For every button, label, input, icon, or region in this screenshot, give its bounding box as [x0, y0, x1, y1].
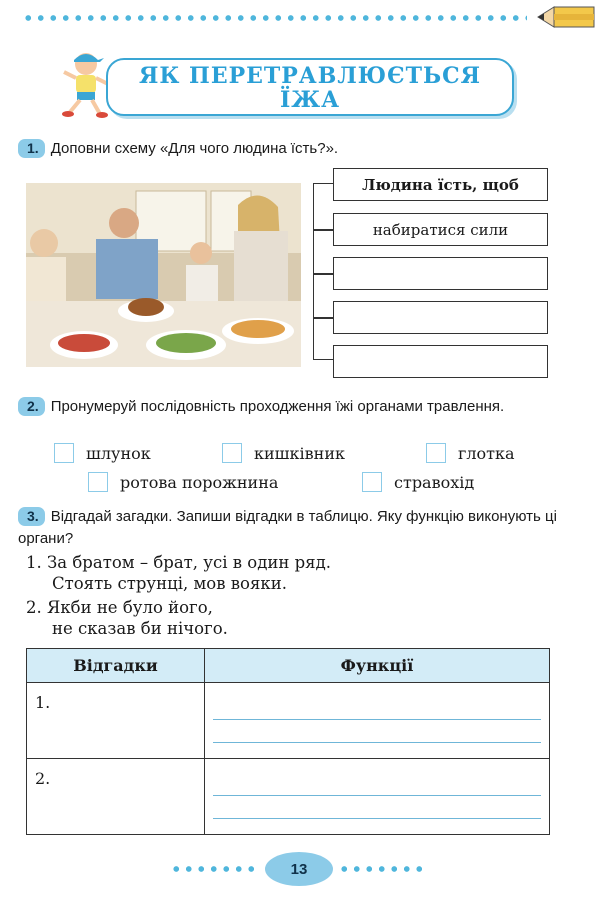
- bottom-dots-decoration: [338, 865, 428, 873]
- option-label: глотка: [458, 443, 515, 463]
- scheme-answer-box[interactable]: [333, 345, 548, 378]
- bottom-dots-decoration: [170, 865, 260, 873]
- option-stomach[interactable]: [54, 443, 151, 463]
- option-pharynx[interactable]: [426, 443, 515, 463]
- checkbox[interactable]: [54, 443, 74, 463]
- table-row: [27, 683, 550, 759]
- column-header-answers: Відгадки: [27, 649, 205, 683]
- page-number: 13: [265, 852, 333, 886]
- table-row: [27, 759, 550, 835]
- scheme-connector: [313, 229, 333, 231]
- scheme-head-box: Людина їсть, щоб: [333, 168, 548, 201]
- function-cell[interactable]: [205, 759, 550, 835]
- scheme-answer-box[interactable]: [333, 257, 548, 290]
- option-intestine[interactable]: [222, 443, 345, 463]
- option-label: ротова порожнина: [120, 472, 279, 492]
- family-dinner-photo: [26, 183, 301, 367]
- writing-line: [213, 818, 541, 819]
- writing-line: [213, 719, 541, 720]
- task-3-prompt: [18, 506, 563, 550]
- option-label: кишківник: [254, 443, 345, 463]
- option-label: шлунок: [86, 443, 151, 463]
- scheme-connector: [313, 317, 333, 319]
- checkbox[interactable]: [88, 472, 108, 492]
- lesson-title: [106, 58, 514, 116]
- riddle-number: 1.: [26, 553, 42, 572]
- option-esophagus[interactable]: [362, 472, 474, 492]
- title-line-1: ЯК ПЕРЕТРАВЛЮЄТЬСЯ: [138, 63, 482, 89]
- top-dots-decoration: [22, 14, 527, 22]
- scheme-answer-box[interactable]: набиратися сили: [333, 213, 548, 246]
- checkbox[interactable]: [426, 443, 446, 463]
- riddle-line: не сказав би нічого.: [52, 619, 228, 638]
- answer-cell[interactable]: [27, 759, 205, 835]
- task-2-number: 2.: [18, 397, 45, 416]
- option-label: стравохід: [394, 472, 475, 492]
- scheme-answer-box[interactable]: [333, 301, 548, 334]
- task-1-number: 1.: [18, 139, 45, 158]
- option-oral-cavity[interactable]: [88, 472, 278, 492]
- title-line-2: ЇЖА: [279, 87, 341, 113]
- pencil-icon: [536, 4, 596, 30]
- task-3-text: Відгадай загадки. Запиши відгадки в таблицю. Яку функцію виконують ці органи?: [18, 508, 557, 547]
- task-1-prompt: [18, 138, 338, 160]
- checkbox[interactable]: [222, 443, 242, 463]
- task-2-prompt: [18, 396, 558, 418]
- riddle-2: [26, 597, 228, 639]
- writing-line: [213, 795, 541, 796]
- column-header-functions: Функції: [205, 649, 550, 683]
- scheme-connector: [313, 273, 333, 275]
- riddle-number: 2.: [26, 598, 42, 617]
- scheme-bracket: [313, 183, 333, 360]
- riddle-line: Якби не було його,: [47, 598, 213, 617]
- row-number: 2.: [35, 769, 51, 788]
- function-cell[interactable]: [205, 683, 550, 759]
- writing-line: [213, 742, 541, 743]
- answer-cell[interactable]: [27, 683, 205, 759]
- answers-table: [26, 648, 550, 835]
- row-number: 1.: [35, 693, 51, 712]
- riddle-1: [26, 552, 331, 594]
- checkbox[interactable]: [362, 472, 382, 492]
- riddle-line: За братом – брат, усі в один ряд.: [47, 553, 331, 572]
- task-3-number: 3.: [18, 507, 45, 526]
- riddle-line: Стоять струнці, мов вояки.: [52, 574, 287, 593]
- task-1-text: Доповни схему «Для чого людина їсть?».: [50, 140, 339, 157]
- task-2-text: Пронумеруй послідовність проходження їжі органами травлення.: [50, 398, 505, 415]
